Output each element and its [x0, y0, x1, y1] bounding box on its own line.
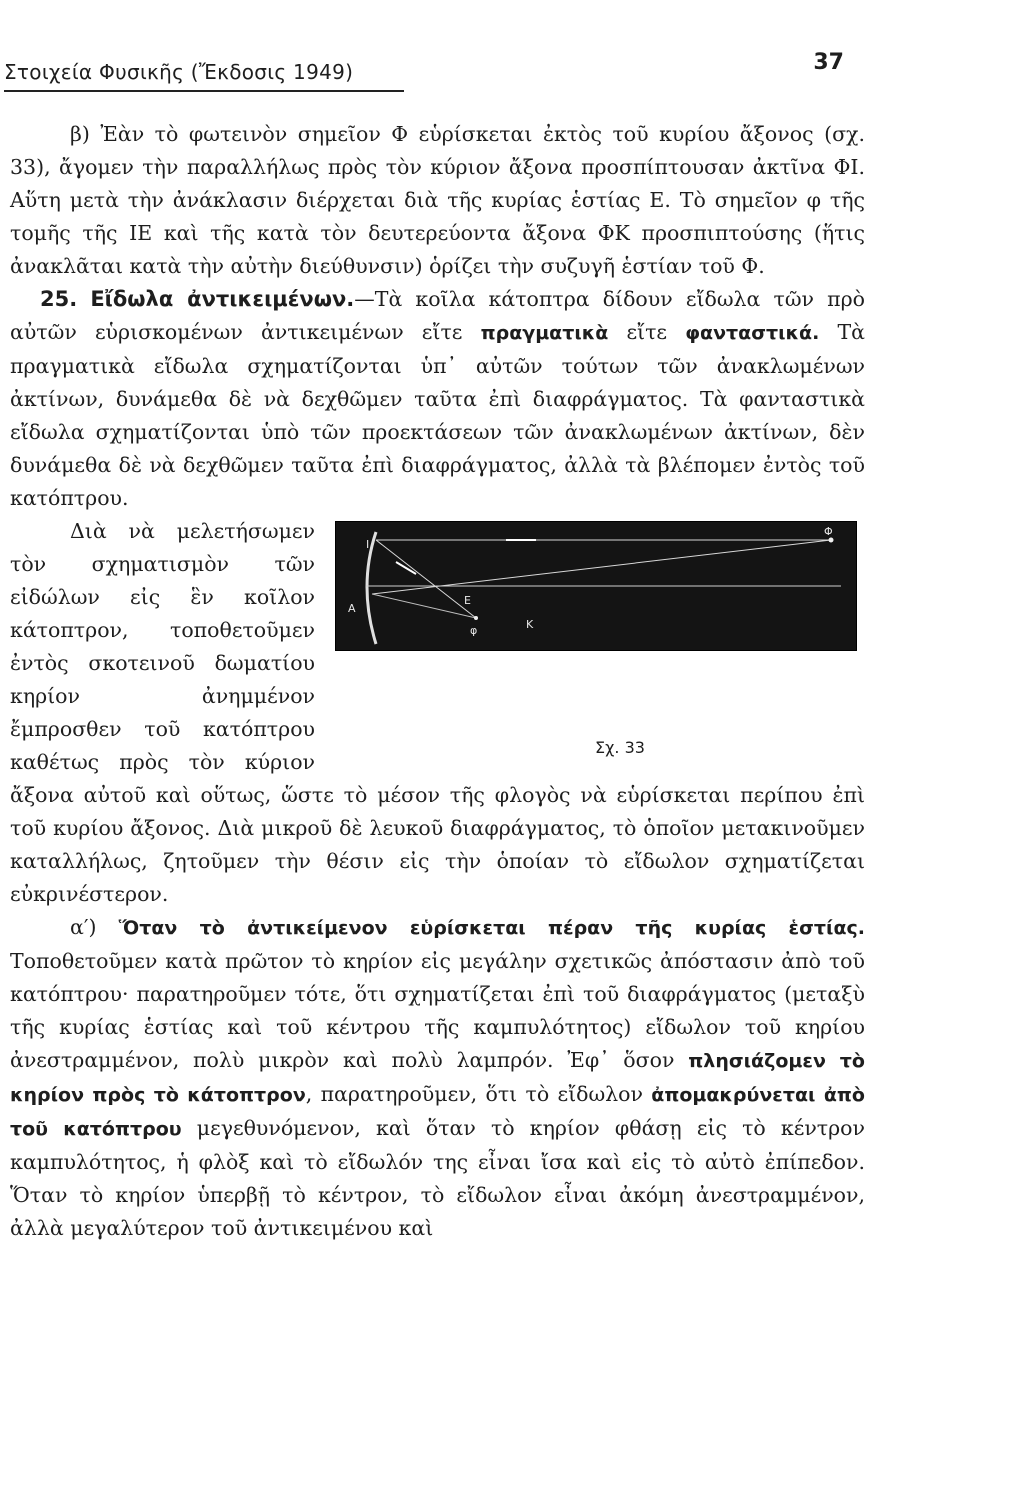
- alpha-heading: Ὅταν τὸ ἀντικείμενον εὑρίσκεται πέραν τῆς κυρίας ἑστίας.: [118, 917, 865, 939]
- label-k: Κ: [526, 618, 534, 631]
- alpha-lead: α′): [70, 915, 97, 939]
- section-text-1: —Τὰ κοῖλα κάτοπτρα δίδουν εἴδωλα τῶν πρὸ αὐτῶν εὑρισκομένων ἀντικειμένων εἴτε: [10, 287, 865, 344]
- alpha-text-1: Τοποθετοῦμεν κατὰ πρῶτον τὸ κηρίον εἰς μεγάλην σχετικῶς ἀπόστασιν ἀπὸ τοῦ κατόπτρου· παρατηροῦμεν τότε, ὅτι σχηματίζεται ἐπὶ τοῦ διαφράγματος (μεταξὺ τῆς κυρίας ἑστίας καὶ τοῦ κέντρου τῆς καμπυλότητος) εἴδωλον τοῦ κηρίου ἀνεστραμμένον, πολὺ μικρὸν καὶ πολὺ λαμπρόν. Ἐφ᾽ ὅσον: [10, 949, 865, 1072]
- paragraph-beta: β) Ἐὰν τὸ φωτεινὸν σημεῖον Φ εὑρίσκεται ἐκτὸς τοῦ κυρίου ἄξονος (σχ. 33), ἄγομεν τὴν παραλλήλως πρὸς τὸν κύριον ἄξονα προσπίπτουσαν ἀκτῖνα ΦΙ. Αὕτη μετὰ τὴν ἀνάκλασιν διέρχεται διὰ τῆς κυρίας ἑστίας Ε. Τὸ σημεῖον φ τῆς τομῆς τῆς ΙΕ καὶ τῆς κατὰ τὸν δευτερεύοντα ἄξονα ΦΚ προσπιπτούσης (ἥτις ἀνακλᾶται κατὰ τὴν αὐτὴν διεύθυνσιν) ὁρίζει τὴν συζυγῆ ἑστίαν τοῦ Φ.: [10, 122, 865, 278]
- alpha-text-2: , παρατηροῦμεν, ὅτι τὸ εἴδωλον: [305, 1082, 643, 1106]
- page-header: [4, 48, 844, 88]
- page-body: [10, 118, 865, 1245]
- paragraph-alpha: [10, 911, 865, 1245]
- section-bold-virtual: φανταστικά.: [685, 322, 820, 344]
- running-title: Στοιχεία Φυσικῆς (Ἔκδοσις 1949): [4, 60, 354, 84]
- section-bold-real: πραγματικὰ: [480, 322, 609, 344]
- page-number: 37: [813, 50, 844, 75]
- section-text-2: εἴτε: [626, 320, 668, 344]
- header-rule: [4, 90, 404, 92]
- section-number: 25.: [40, 287, 78, 311]
- label-i: Ι: [366, 538, 370, 551]
- alpha-bold-recede: ἀπομακρύνεται ἀπὸ τοῦ κατόπτρου: [10, 1084, 865, 1140]
- alpha-bold-approach: πλησιάζομεν τὸ κηρίον πρὸς τὸ κάτοπτρον: [10, 1050, 865, 1106]
- section-text-3: Τὰ πραγματικὰ εἴδωλα σχηματίζονται ὑπ᾽ αὐτῶν τούτων τῶν ἀνακλωμένων ἀκτίνων, δυνάμεθα δὲ νὰ δεχθῶμεν ταῦτα ἐπὶ διαφράγματος. Τὰ φανταστικὰ εἴδωλα σχηματίζονται ὑπὸ τῶν προεκτάσεων τῶν ἀνακλωμένων ἀκτίνων, δὲν δυνάμεθα δὲ νὰ δεχθῶμεν ταῦτα ἐπὶ διαφράγματος, ἀλλὰ τὰ βλέπομεν ἐντὸς τοῦ κατόπτρου.: [10, 320, 865, 510]
- section-25: [10, 283, 865, 515]
- mirror-diagram: [335, 521, 857, 651]
- paragraph-study: Διὰ νὰ μελετήσωμεν τὸν σχηματισμὸν τῶν εἰδώλων εἰς ἓν κοῖλον κάτοπτρον, τοποθετοῦμεν ἐντὸς σκοτεινοῦ δωματίου κηρίον ἀνημμένον ἔμπροσθεν τοῦ κατόπτρου καθέτως πρὸς τὸν κύριον ἄξονα αὐτοῦ καὶ οὕτως, ὥστε τὸ μέσον τῆς φλογὸς νὰ εὑρίσκεται περίπου ἐπὶ τοῦ κυρίου ἄξονος. Διὰ μικροῦ δὲ λευκοῦ διαφράγματος, τὸ ὁποῖον μετακινοῦμεν καταλλήλως, ζητοῦμεν τὴν θέσιν εἰς τὴν ὁποίαν τὸ εἴδωλον σχηματίζεται εὐκρινέστερον.: [10, 519, 865, 906]
- section-title: Εἴδωλα ἀντικειμένων.: [90, 287, 355, 311]
- label-a: Α: [348, 602, 356, 615]
- figure-33: [335, 521, 865, 764]
- label-phi: Φ: [824, 525, 833, 538]
- label-phi-small: φ: [470, 624, 478, 637]
- label-e: Ε: [464, 594, 471, 607]
- alpha-text-3: μεγεθυνόμενον, καὶ ὅταν τὸ κηρίον φθάσῃ εἰς τὸ κέντρον καμπυλότητος, ἡ φλὸξ καὶ τὸ εἴδωλόν της εἶναι ἴσα καὶ εἰς τὸ αὐτὸ ἐπίπεδον. Ὅταν τὸ κηρίον ὑπερβῇ τὸ κέντρον, τὸ εἴδωλον εἶναι ἀκόμη ἀνεστραμμένον, ἀλλὰ μεγαλύτερον τοῦ ἀντικειμένου καὶ: [10, 1116, 865, 1240]
- figure-caption: Σχ. 33: [595, 738, 645, 757]
